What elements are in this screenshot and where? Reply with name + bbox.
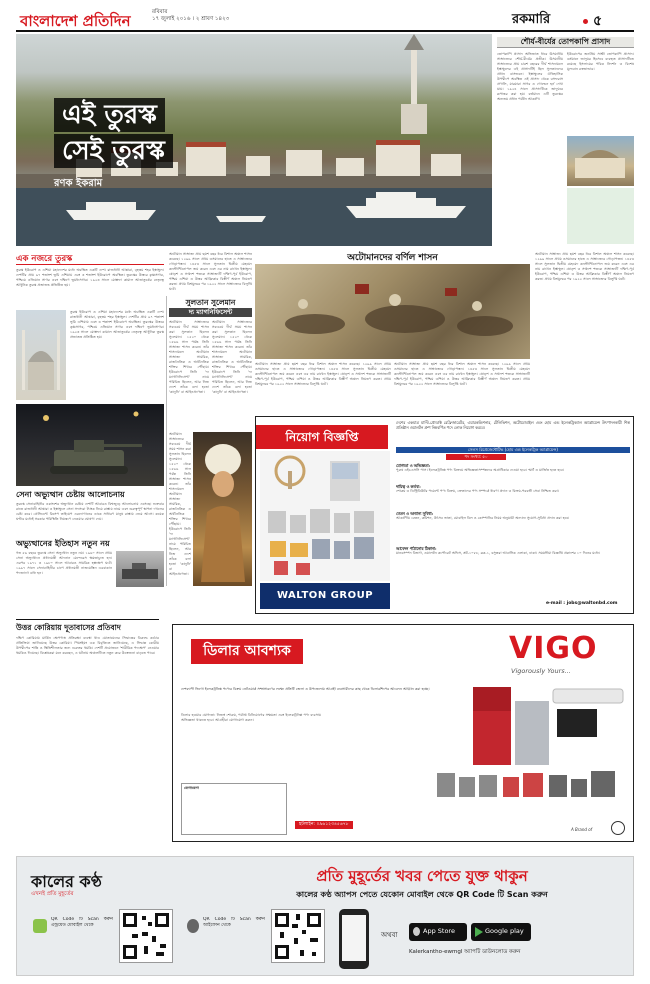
sultan-body-2: অটোমান সাম্রাজ্যের সবচেয়ে দীর্ঘ সময় শাসন করা সুলতান ছিলেন সুলেমান। ১৫২০ থেকে ১৫৬৬ সাল পর্যন্ত তিনি সাম্রাজ্য শাসন করেন। তাঁর শাসনামলে অটোমান সাম্রাজ্য সামরিক, রাজনৈতিক ও অর্থনৈতিক শক্তির শিখরে পৌঁছায়। ইউরোপে তিনি 'দ্য ম্যাগনিফিসেন্ট' নামে পরিচিত ছিলেন, আর নিজ দেশে তাঁকে বলা হতো 'কানুনি' বা আইনপ্রণেতা। (212, 320, 252, 394)
walton-position: সেলস রিপ্রেজেন্টেটিভ (হোম এন্ড ইলেকট্রিক অ্যাপ্লায়েন্স) (396, 447, 630, 453)
kalerkantho-logo: কালের কণ্ঠ (31, 872, 102, 891)
north-korea-rule (16, 619, 159, 620)
ottoman-title: অটোমানদের বর্ণিল শাসন (255, 250, 530, 266)
walton-s1-label: যোগ্যতা ও অভিজ্ঞতা: (396, 463, 431, 468)
sultan-portrait-illustration (193, 432, 252, 586)
sultan-body: অটোমান সাম্রাজ্যের সবচেয়ে দীর্ঘ সময় শাসন করা সুলতান ছিলেন সুলেমান। ১৫২০ থেকে ১৫৬৬ সাল পর্যন্ত তিনি সাম্রাজ্য শাসন করেন। তাঁর শাসনামলে অটোমান সাম্রাজ্য সামরিক, রাজনৈতিক ও অর্থনৈতিক শক্তির শিখরে পৌঁছায়। ইউরোপে তিনি 'দ্য ম্যাগনিফিসেন্ট' নামে পরিচিত ছিলেন, আর নিজ দেশে তাঁকে বলা হতো 'কানুনি' বা আইনপ্রণেতা। (169, 320, 209, 394)
walton-sections (396, 463, 630, 577)
palace-illustration (567, 136, 634, 186)
page-number: ৫ (593, 13, 603, 29)
mosque-photo (16, 310, 66, 400)
qr-code-icon (272, 910, 324, 962)
vigo-intro: দেশব্যাপী ভিগো ইলেকট্রনিক্স পণ্যের বিক্রয় নেটওয়ার্ক সম্প্রসারণের লক্ষ্যে প্রতিটি জেলা ও উপজেলায় আগ্রহী ব্যবসায়ীদের কাছ থেকে ডিলারশিপের আবেদন আহ্বান করা হচ্ছে। (181, 687, 430, 691)
palace-body: তোপকাপি প্রাসাদ অভিজাত ধারে উসমানীয় সাম্রাজ্যের শৌর্য-বীর্যের প্রতীক। উসমানীয় সাম্রাজ্যের প্রায় চারশ বছরের দীর্ঘ শাসনামলে ইস্তাম্বুলের এই প্রাসাদটিই ছিল সুলতানদের প্রধান বাসভবন। ইস্তাম্বুলের ঐতিহাসিক উপদ্বীপে অবস্থিত এই প্রাসাদ থেকে বসফরাস প্রণালি, মারমারা সাগর ও গোল্ডেন হর্ন দেখা যায়। ১৯২৪ সালে প্রাসাদটিকে জাদুঘরে রূপান্তর করা হয়। বর্তমানে এটি তুরস্কের অন্যতম প্রধান পর্যটন আকর্ষণ। (497, 52, 563, 101)
qr-code-icon (120, 910, 172, 962)
lead-title-line1: এই তুরস্ক (62, 100, 157, 130)
masthead (0, 0, 650, 32)
section-name: রকমারি (512, 12, 551, 27)
qr2-label: QR Code টি Scan করুন আইফোন থেকে (203, 917, 265, 928)
walton-brand: WALTON GROUP (260, 583, 390, 609)
google-play-label: Google play (485, 927, 524, 935)
date-day: রবিবার (152, 9, 168, 15)
history-title: অভ্যুত্থানের ইতিহাস নতুন নয় (16, 539, 110, 548)
north-korea-title: উত্তর কোরিয়ায় দূতাবাসের প্রতিবাদ (16, 623, 121, 632)
battle-painting-illustration (255, 264, 530, 359)
walton-company-line: দেশের একমাত্র মাল্টি-প্রোডাক্ট রেফ্রিজারেটর, এয়ারকন্ডিশনার, টেলিভিশন, অটোমোবাইল এবং হোম এন্ড ইলেকট্রিক্যাল অ্যাপ্লায়েন্স উৎপাদনকারী শিল্প প্রতিষ্ঠান ওয়ালটন গ্রুপ নিম্নবর্ণিত পদে লোক নিয়োগ করবে। (396, 420, 630, 430)
sultan-subtitle: দ্য ম্যাগনিফিসেন্ট (169, 308, 252, 317)
walton-vacancy: পদ সংখ্যা: ৫০ (446, 454, 506, 460)
vigo-requirements: ডিলার হওয়ার যোগ্যতা: নিজস্ব শোরুম, পর্যাপ্ত বিনিয়োগের সক্ষমতা এবং ইলেকট্রনিক্স পণ্য ব্যবসায় অভিজ্ঞতা থাকতে হবে। আগ্রহীরা যোগাযোগ করুন। (181, 713, 321, 722)
palace-photo (567, 136, 634, 186)
tank-illustration (16, 404, 164, 486)
nojor-title: এক নজরে তুরস্ক (16, 254, 73, 264)
kalerkantho-subline: কালের কণ্ঠ অ্যাপস পেতে যেকোন মোবাইল থেকে QR Code টি Scan করুন (296, 890, 548, 899)
ottoman-body-left: অটোমান সাম্রাজ্য প্রায় ছয়শ বছর ধরে বিশাল অঞ্চল শাসন করেছে। ১২৯৯ সালে প্রথম ওসমানের হাতে এ সাম্রাজ্যের গোড়াপত্তন। ১৪৫৩ সালে সুলতান দ্বিতীয় মেহমেদ কনস্টান্টিনোপল জয় করেন এবং এর নাম রাখেন ইস্তাম্বুল। ষোড়শ ও সপ্তদশ শতকে সাম্রাজ্যটি দক্ষিণ-পূর্ব ইউরোপ, পশ্চিম এশিয়া ও উত্তর আফ্রিকার বিস্তীর্ণ অঞ্চল নিয়ন্ত্রণ করত। প্রথম বিশ্বযুদ্ধের পর ১৯২২ সালে সাম্রাজ্যের বিলুপ্তি ঘটে। (169, 252, 252, 291)
app-store-button[interactable] (409, 923, 467, 941)
sena-body: তুরস্কে সেনাবাহিনীর একাংশের অভ্যুত্থান চেষ্টায় দেশটি আবারও বিশ্বজুড়ে আলোচনায় এসেছে। শুক্রবার রাতে রাজধানী আঙ্কারা ও ইস্তাম্বুলে সেনা সদস্যরা ট্যাংক নিয়ে রাস্তায় নামে এবং গুরুত্বপূর্ণ স্থাপনা দখলের চেষ্টা করে। প্রেসিডেন্ট রিসেপ তাইয়েপ এরদোগানের ডাকে সাধারণ মানুষ রাস্তায় নেমে আসে। কয়েক ঘণ্টার মধ্যেই সরকার পরিস্থিতি নিয়ন্ত্রণে নেওয়ার ঘোষণা দেয়। (16, 502, 164, 521)
vigo-tagline: Vigorously Yours... (511, 667, 571, 675)
walton-ad-title: নিয়োগ বিজ্ঞপ্তি (256, 425, 388, 449)
kalerkantho-headline: প্রতি মুহূর্তের খবর পেতে যুক্ত থাকুন (316, 867, 528, 885)
vigo-products-photo (433, 683, 629, 813)
lead-title (54, 98, 165, 132)
north-korea-body: দক্ষিণ কোরিয়ায় মার্কিন ক্ষেপণাস্ত্র প্রতিরক্ষা ব্যবস্থা থাড মোতায়েনের সিদ্ধান্তের বিরুদ্ধে কঠোর প্রতিক্রিয়া জানিয়েছে উত্তর কোরিয়া। পিয়ংইয়ং এক বিবৃতিতে জানিয়েছে, এ সিদ্ধান্ত কোরীয় উপদ্বীপের শান্তি ও স্থিতিশীলতার জন্য গুরুতর হুমকি। দেশটি প্রয়োজনে 'শারীরিক পদক্ষেপ' নেওয়ার হুমকিও দিয়েছে। বিশ্লেষকরা মনে করছেন, এ ঘটনায় অঞ্চলটিতে নতুন করে উত্তেজনা বাড়তে পারে। (16, 636, 159, 655)
lead-photo (16, 34, 492, 246)
vigo-contact[interactable]: হটলাইন: ০৯৬১২৩৪৫৬৭৮ (295, 821, 353, 829)
vigo-logo: VIGO (509, 631, 598, 666)
walton-email[interactable]: e-mail : jobs@waltonbd.com (546, 601, 618, 606)
walton-products-photo (260, 451, 390, 581)
vigo-brand-badge (611, 821, 625, 835)
history-photo (116, 551, 164, 587)
kalerkantho-logo-sub: এখনই প্রতি মুহূর্তের (31, 891, 74, 897)
history-body: গত ৫৬ বছরে তুরস্কে সেনা অভ্যুত্থান নতুন নয়। ১৯৬০ সালে প্রথম সেনা অভ্যুত্থানে প্রধানমন্ত্রী আদনান মেন্দেরেস ক্ষমতাচ্যুত হন। এরপর ১৯৭১ ও ১৯৮০ সালে আবারও সামরিক হস্তক্ষেপ ঘটে। ১৯৯৭ সালে সেনাবাহিনীর চাপে প্রধানমন্ত্রী নাজমেত্তিন এরবাকান পদত্যাগে বাধ্য হন। (16, 551, 112, 575)
mosque-illustration (16, 310, 66, 400)
android-icon (33, 919, 47, 933)
column-divider-left (166, 296, 167, 586)
qr-code-iphone[interactable] (271, 909, 325, 963)
ottoman-body-right: অটোমান সাম্রাজ্য প্রায় ছয়শ বছর ধরে বিশাল অঞ্চল শাসন করেছে। ১২৯৯ সালে প্রথম ওসমানের হাতে এ সাম্রাজ্যের গোড়াপত্তন। ১৪৫৩ সালে সুলতান দ্বিতীয় মেহমেদ কনস্টান্টিনোপল জয় করেন এবং এর নাম রাখেন ইস্তাম্বুল। ষোড়শ ও সপ্তদশ শতকে সাম্রাজ্যটি দক্ষিণ-পূর্ব ইউরোপ, পশ্চিম এশিয়া ও উত্তর আফ্রিকার বিস্তীর্ণ অঞ্চল নিয়ন্ত্রণ করত। প্রথম বিশ্বযুদ্ধের পর ১৯২২ সালে সাম্রাজ্যের বিলুপ্তি ঘটে। (535, 252, 634, 281)
google-play-button[interactable] (471, 923, 531, 941)
walton-s4-body: মানবসম্পদ বিভাগ, ওয়ালটন কর্পোরেট অফিস, প্লট-১০৮৮, ব্লক-১, বসুন্ধরা আবাসিক এলাকা, ঢাকা। সময়সীমা বিজ্ঞপ্তি প্রকাশের ১০ দিনের মধ্যে। (396, 551, 601, 555)
vigo-dealer-ad[interactable] (172, 624, 634, 842)
palace-title: শৌর্য-বীর্যের তোপকাপি প্রাসাদ (497, 37, 634, 48)
date-full: ১৭ জুলাই ২০১৬ । ২ শ্রাবণ ১৪২৩ (152, 16, 230, 22)
nojor-body-2: তুরস্ক ইউরোপ ও এশিয়া মহাদেশের মধ্যে অবস্থিত একটি দেশ। রাজধানী আঙ্কারা, বৃহত্তম শহর ইস্তাম্বুল। দেশটির প্রায় ৯৭ শতাংশ ভূমি এশিয়ায় এবং ৩ শতাংশ ইউরোপে অবস্থিত। তুরস্কের উত্তরে কৃষ্ণসাগর, পশ্চিমে এজিয়ান সাগর এবং দক্ষিণে ভূমধ্যসাগর। ১৯২৩ সালে মোস্তফা কামাল আতাতুর্কের নেতৃত্বে আধুনিক তুরস্ক প্রজাতন্ত্র প্রতিষ্ঠিত হয়। (70, 310, 164, 339)
palace-extra: ইউরোপের জনপ্রিয় সাক্ষী তোপকাপি প্রাসাদ। বর্তমানে জাদুঘর হিসেবে ব্যবহৃত প্রাসাদটিতে রয়েছে ইসলামের পবিত্র নিদর্শন ও বিশেষ মূল্যবান রত্নভান্ডার। (567, 52, 634, 71)
phone-mockup (339, 909, 369, 969)
walton-s3-body: আকর্ষণীয় বেতন, কমিশন, উৎসব ভাতা, মোবাইল বিল ও কোম্পানির নিয়ম অনুযায়ী অন্যান্য সুযোগ-সুবিধা প্রদান করা হবে। (396, 516, 570, 520)
apple-icon (187, 919, 199, 933)
sena-title: সেনা অভ্যুত্থান চেষ্টায় আলোচনায় (16, 490, 125, 499)
kalerkantho-url[interactable]: Kalerkantho-ewmgl অ্যাপটি ডাউনলোড করুন (409, 949, 521, 955)
section-dot (583, 19, 588, 24)
vigo-ad-title: ডিলার আবশ্যক (191, 639, 303, 664)
ottoman-body-1: অটোমান সাম্রাজ্য প্রায় ছয়শ বছর ধরে বিশাল অঞ্চল শাসন করেছে। ১২৯৯ সালে প্রথম ওসমানের হাতে এ সাম্রাজ্যের গোড়াপত্তন। ১৪৫৩ সালে সুলতান দ্বিতীয় মেহমেদ কনস্টান্টিনোপল জয় করেন এবং এর নাম রাখেন ইস্তাম্বুল। ষোড়শ ও সপ্তদশ শতকে সাম্রাজ্যটি দক্ষিণ-পূর্ব ইউরোপ, পশ্চিম এশিয়া ও উত্তর আফ্রিকার বিস্তীর্ণ অঞ্চল নিয়ন্ত্রণ করত। প্রথম বিশ্বযুদ্ধের পর ১৯২২ সালে সাম্রাজ্যের বিলুপ্তি ঘটে। (255, 362, 391, 386)
vigo-contact-label: যোগাযোগ (184, 786, 199, 790)
appliances-illustration (260, 451, 390, 581)
lead-title-line2: সেই তুরস্ক (62, 136, 165, 166)
vigo-appliances-illustration (433, 683, 629, 813)
walton-jobs-ad[interactable] (255, 416, 634, 614)
apple-logo-icon (413, 927, 420, 936)
sultan-portrait (193, 432, 252, 586)
nojor-rule (16, 264, 164, 265)
play-triangle-icon (475, 927, 483, 937)
vigo-footer-note: A Brand of (571, 827, 593, 832)
tank-photo (16, 404, 164, 486)
qr1-label: QR Code টি Scan করুন এন্ড্রয়েড মোবাইল থেকে (51, 917, 113, 928)
vigo-contact-box (181, 783, 287, 835)
ottoman-body-2: অটোমান সাম্রাজ্য প্রায় ছয়শ বছর ধরে বিশাল অঞ্চল শাসন করেছে। ১২৯৯ সালে প্রথম ওসমানের হাতে এ সাম্রাজ্যের গোড়াপত্তন। ১৪৫৩ সালে সুলতান দ্বিতীয় মেহমেদ কনস্টান্টিনোপল জয় করেন এবং এর নাম রাখেন ইস্তাম্বুল। ষোড়শ ও সপ্তদশ শতকে সাম্রাজ্যটি দক্ষিণ-পূর্ব ইউরোপ, পশ্চিম এশিয়া ও উত্তর আফ্রিকার বিস্তীর্ণ অঞ্চল নিয়ন্ত্রণ করত। প্রথম বিশ্বযুদ্ধের পর ১৯২২ সালে সাম্রাজ্যের বিলুপ্তি ঘটে। (394, 362, 530, 386)
walton-s2-label: দায়িত্ব ও কর্তব্য: (396, 484, 421, 489)
walton-s3-label: বেতন ও অন্যান্য সুবিধা: (396, 511, 434, 516)
coup-photo-illustration (116, 551, 164, 587)
sultan-title: সুলতান সুলেমান (185, 298, 236, 307)
qr-code-android[interactable] (119, 909, 173, 963)
palace-photo-caption (567, 188, 634, 244)
nojor-body: তুরস্ক ইউরোপ ও এশিয়া মহাদেশের মধ্যে অবস্থিত একটি দেশ। রাজধানী আঙ্কারা, বৃহত্তম শহর ইস্তাম্বুল। দেশটির প্রায় ৯৭ শতাংশ ভূমি এশিয়ায় এবং ৩ শতাংশ ইউরোপে অবস্থিত। তুরস্কের উত্তরে কৃষ্ণসাগর, পশ্চিমে এজিয়ান সাগর এবং দক্ষিণে ভূমধ্যসাগর। ১৯২৩ সালে মোস্তফা কামাল আতাতুর্কের নেতৃত্বে আধুনিক তুরস্ক প্রজাতন্ত্র প্রতিষ্ঠিত হয়। (16, 268, 164, 287)
walton-s2-body: শোরুম ও ডিস্ট্রিবিউটর পয়েন্টে পণ্য বিক্রয়, ক্রেতাদের পণ্য সম্পর্কে ধারণা প্রদান ও বিক্রয়-পরবর্তী সেবা নিশ্চিত করা। (396, 489, 559, 493)
lead-title-box2 (54, 134, 173, 168)
app-store-label: App Store (423, 927, 455, 935)
or-label: অথবা (381, 931, 398, 939)
kalerkantho-ad[interactable] (16, 856, 634, 976)
masthead-rule (16, 30, 634, 32)
ottoman-battle-photo (255, 264, 530, 359)
lead-byline: রণক ইকরাম (54, 178, 103, 189)
masthead-logo[interactable]: বাংলাদেশ প্রতিদিন (20, 12, 131, 30)
walton-s4-label: আবেদন পাঠানোর ঠিকানা: (396, 546, 437, 551)
sultan-body-3: অটোমান সাম্রাজ্যের সবচেয়ে দীর্ঘ সময় শাসন করা সুলতান ছিলেন সুলেমান। ১৫২০ থেকে ১৫৬৬ সাল পর্যন্ত তিনি সাম্রাজ্য শাসন করেন। তাঁর শাসনামলে অটোমান সাম্রাজ্য সামরিক, রাজনৈতিক ও অর্থনৈতিক শক্তির শিখরে পৌঁছায়। ইউরোপে তিনি 'দ্য ম্যাগনিফিসেন্ট' নামে পরিচিত ছিলেন, আর নিজ দেশে তাঁকে বলা হতো 'কানুনি' বা আইনপ্রণেতা। (169, 432, 191, 576)
masthead-date (152, 9, 229, 23)
walton-s1-body: পুরুষ এইচএসসি পাস। ইলেকট্রনিক্স পণ্য বিক্রয়ে অভিজ্ঞতাসম্পন্নদের অগ্রাধিকার দেওয়া হবে। স্মার্ট ও মার্জিত হতে হবে। (396, 468, 565, 472)
